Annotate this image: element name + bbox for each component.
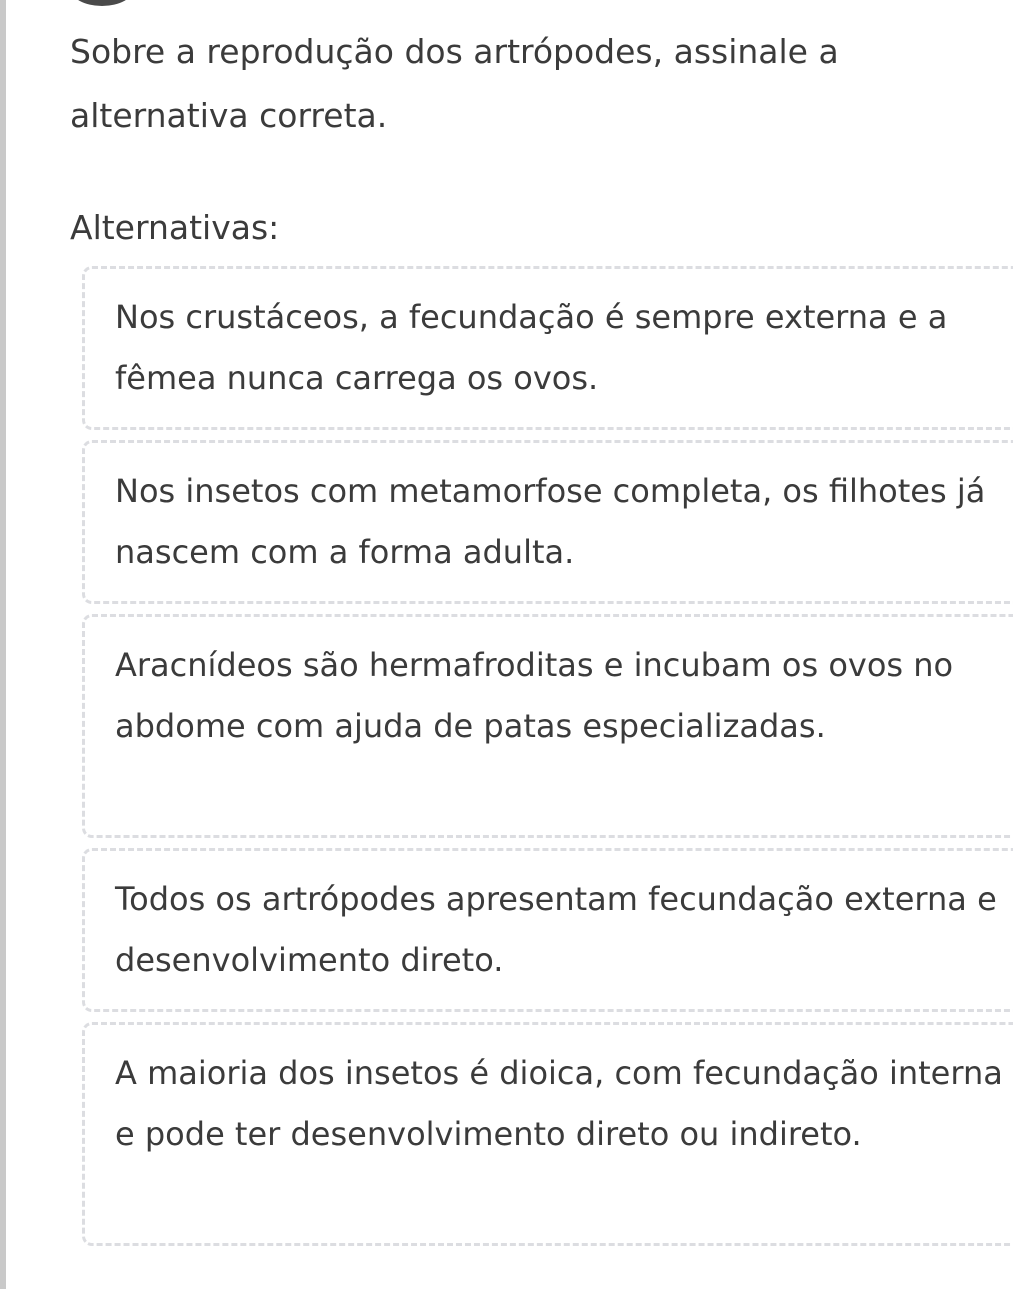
alternative-option-5[interactable] xyxy=(82,1022,1013,1246)
question-number-badge xyxy=(70,0,134,6)
alternative-option-text: Nos crustáceos, a fecundação é sempre externa e a fêmea nunca carrega os ovos. xyxy=(115,298,948,397)
alternatives-list xyxy=(82,266,1013,1256)
question-text: Sobre a reprodução dos artrópodes, assinale a alternativa correta. xyxy=(70,32,839,135)
alternative-option-text: Nos insetos com metamorfose completa, os filhotes já nascem com a forma adulta. xyxy=(115,472,986,571)
alternative-option-1[interactable] xyxy=(82,266,1013,430)
alternatives-label: Alternativas: xyxy=(70,208,280,247)
alternative-option-2[interactable] xyxy=(82,440,1013,604)
alternative-option-text: A maioria dos insetos é dioica, com fecundação interna e pode ter desenvolvimento direto ou indireto. xyxy=(115,1054,1003,1153)
alternative-option-4[interactable] xyxy=(82,848,1013,1012)
alternative-option-3[interactable] xyxy=(82,614,1013,838)
alternative-option-text: Todos os artrópodes apresentam fecundação externa e desenvolvimento direto. xyxy=(115,880,997,979)
left-edge-divider xyxy=(0,0,6,1289)
alternative-option-text: Aracnídeos são hermafroditas e incubam os ovos no abdome com ajuda de patas especializadas. xyxy=(115,646,954,745)
